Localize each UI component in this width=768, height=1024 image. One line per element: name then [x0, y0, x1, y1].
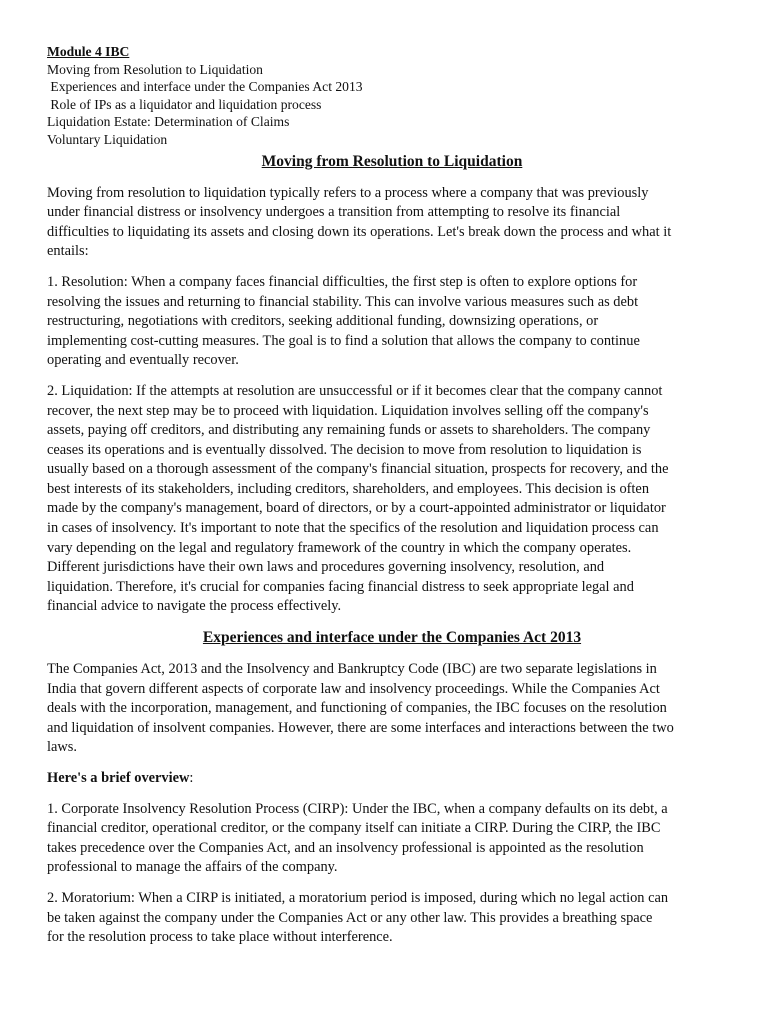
document-page [47, 43, 737, 959]
text-line: resolving the issues and returning to financial stability. This can involve various measures such as debt [47, 293, 639, 310]
text-line: and liquidation of insolvent companies. However, there are some interfaces and interactions between the two [47, 719, 674, 736]
text-line: difficulties to liquidating its assets and closing down its operations. Let's break down the process and what it [47, 223, 672, 240]
section-1-body [47, 184, 737, 617]
text-line: professional to manage the affairs of the company. [47, 859, 338, 876]
overview-bold: Here's a brief overview [47, 770, 190, 786]
text-line: takes precedence over the Companies Act, and an insolvency professional is appointed as the resolution [47, 839, 644, 856]
overview-label [47, 769, 737, 789]
toc-item: Role of IPs as a liquidator and liquidation process [47, 96, 322, 112]
text-line: Moving from resolution to liquidation typically refers to a process where a company that was previously [47, 184, 649, 201]
text-line: operating and eventually recover. [47, 352, 239, 369]
paragraph [47, 382, 737, 617]
toc-item: Moving from Resolution to Liquidation [47, 61, 263, 77]
overview-colon: : [189, 770, 194, 786]
text-line: 2. Moratorium: When a CIRP is initiated, a moratorium period is imposed, during which no legal action can [47, 889, 669, 906]
text-line: 2. Liquidation: If the attempts at resolution are unsuccessful or if it becomes clear that the company cannot [47, 382, 663, 399]
text-line: financial creditor, operational creditor, or the company itself can initiate a CIRP. During the CIRP, the IBC [47, 820, 661, 837]
text-line: assets, paying off creditors, and distributing any remaining funds or assets to shareholders. The company [47, 422, 651, 439]
module-title: Module 4 IBC [47, 44, 130, 59]
toc-item: Liquidation Estate: Determination of Claims [47, 114, 290, 130]
text-line: usually based on a thorough assessment of the company's financial situation, prospects for recovery, and the [47, 461, 669, 478]
text-line: under financial distress or insolvency undergoes a transition from attempting to resolve its financial [47, 204, 621, 221]
section-2-body [47, 800, 737, 948]
paragraph [47, 660, 737, 758]
text-line: recover, the next step may be to proceed with liquidation. Liquidation involves selling off the company's [47, 402, 649, 419]
text-line: best interests of its stakeholders, including creditors, shareholders, and employees. This decision is often [47, 480, 650, 497]
text-line: 1. Resolution: When a company faces financial difficulties, the first step is often to explore options for [47, 273, 638, 290]
text-line: financial advice to navigate the process effectively. [47, 598, 342, 615]
text-line: ceases its operations and is eventually dissolved. The decision to move from resolution to liquidation is [47, 441, 642, 458]
text-line: in cases of insolvency. It's important to note that the specifics of the resolution and liquidation process can [47, 520, 659, 537]
text-line: Different jurisdictions have their own laws and procedures governing insolvency, resolution, and [47, 559, 605, 576]
text-line: The Companies Act, 2013 and the Insolvency and Bankruptcy Code (IBC) are two separate legislations in [47, 661, 657, 678]
text-line: be taken against the company under the Companies Act or any other law. This provides a breathing space [47, 909, 653, 926]
text-line: made by the company's management, board of directors, or by a court-appointed administrator or liquidator [47, 500, 666, 517]
module-toc [47, 43, 737, 149]
text-line: for the resolution process to take place without interference. [47, 929, 393, 946]
section-heading: Moving from Resolution to Liquidation [261, 152, 523, 170]
text-line: laws. [47, 739, 77, 756]
text-line: restructuring, negotiations with creditors, seeking additional funding, downsizing operations, or [47, 313, 599, 330]
toc-item: Experiences and interface under the Companies Act 2013 [47, 79, 363, 95]
section-heading: Experiences and interface under the Companies Act 2013 [202, 629, 582, 647]
text-line: vary depending on the legal and regulatory framework of the country in which the company operates. [47, 539, 632, 556]
text-line: liquidation. Therefore, it's crucial for companies facing financial distress to seek appropriate legal and [47, 578, 634, 595]
text-line: entails: [47, 243, 89, 260]
text-line: 1. Corporate Insolvency Resolution Process (CIRP): Under the IBC, when a company defaults on its debt, a [47, 800, 668, 817]
paragraph [47, 273, 737, 371]
paragraph [47, 889, 737, 948]
paragraph [47, 800, 737, 878]
text-line: deals with the incorporation, management, and functioning of companies, the IBC focuses on the resolution [47, 700, 667, 717]
paragraph [47, 184, 737, 262]
text-line: India that govern different aspects of corporate law and insolvency proceedings. While the Companies Act [47, 680, 660, 697]
toc-item: Voluntary Liquidation [47, 131, 168, 147]
text-line: implementing cost-cutting measures. The goal is to find a solution that allows the company to continue [47, 332, 640, 349]
